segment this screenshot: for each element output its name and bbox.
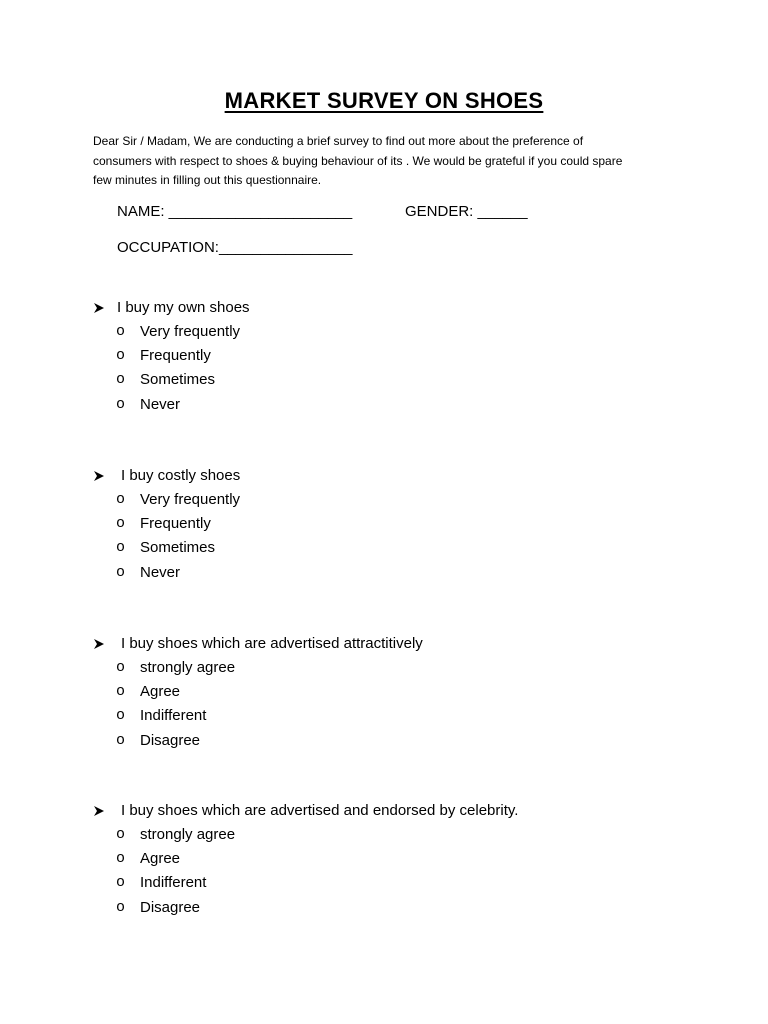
- intro-line: few minutes in filling out this questionnaire.: [93, 173, 322, 187]
- intro-line: consumers with respect to shoes & buying behaviour of its . We would be grateful if you could spare: [93, 153, 623, 168]
- option-item[interactable]: [93, 683, 713, 707]
- option-label: Frequently: [140, 347, 211, 365]
- option-item[interactable]: [93, 732, 713, 756]
- question-text: I buy shoes which are advertised and endorsed by celebrity.: [121, 802, 519, 819]
- arrow-bullet-icon: [93, 302, 105, 314]
- option-label: strongly agree: [140, 659, 236, 676]
- circle-bullet-icon: o: [116, 515, 126, 533]
- question-text: I buy my own shoes: [117, 299, 250, 316]
- intro-paragraph: [93, 132, 693, 191]
- option-label: Indifferent: [140, 707, 207, 725]
- option-label: Very frequently: [140, 491, 241, 508]
- option-item[interactable]: [93, 323, 713, 347]
- option-item[interactable]: [93, 491, 713, 515]
- question-heading: [93, 467, 713, 491]
- circle-bullet-icon: o: [116, 347, 126, 365]
- question-text: I buy shoes which are advertised attractitively: [121, 635, 423, 652]
- option-item[interactable]: [93, 826, 713, 850]
- option-item[interactable]: [93, 371, 713, 395]
- option-label: Very frequently: [140, 323, 241, 340]
- option-label: strongly agree: [140, 826, 236, 843]
- option-label: Indifferent: [140, 874, 207, 892]
- question-costly-shoes: [93, 467, 713, 588]
- option-label: Frequently: [140, 515, 211, 533]
- option-item[interactable]: [93, 707, 713, 731]
- intro-line: Dear Sir / Madam, We are conducting a brief survey to find out more about the preference of: [93, 134, 584, 148]
- option-label: Disagree: [140, 731, 201, 749]
- question-heading: [93, 635, 713, 659]
- circle-bullet-icon: o: [116, 731, 126, 749]
- circle-bullet-icon: o: [116, 539, 126, 557]
- question-own-shoes: [93, 299, 713, 420]
- circle-bullet-icon: o: [116, 563, 126, 581]
- question-advertised-attractively: [93, 635, 713, 756]
- option-item[interactable]: [93, 347, 713, 371]
- circle-bullet-icon: o: [116, 683, 126, 701]
- circle-bullet-icon: o: [116, 491, 126, 508]
- question-celebrity-endorsed: [93, 802, 713, 923]
- option-item[interactable]: [93, 659, 713, 683]
- arrow-bullet-icon: [93, 470, 105, 482]
- option-item[interactable]: [93, 899, 713, 923]
- occupation-field[interactable]: OCCUPATION:________________: [117, 239, 353, 256]
- option-item[interactable]: [93, 874, 713, 898]
- circle-bullet-icon: o: [116, 874, 126, 892]
- circle-bullet-icon: o: [116, 850, 126, 868]
- arrow-bullet-icon: [93, 638, 105, 650]
- circle-bullet-icon: o: [116, 371, 126, 389]
- option-label: Sometimes: [140, 539, 216, 557]
- arrow-bullet-icon: [93, 805, 105, 817]
- option-label: Disagree: [140, 898, 201, 916]
- circle-bullet-icon: o: [116, 826, 126, 843]
- option-label: Agree: [140, 850, 181, 868]
- option-item[interactable]: [93, 539, 713, 563]
- question-heading: [93, 802, 713, 826]
- circle-bullet-icon: o: [116, 395, 126, 413]
- circle-bullet-icon: o: [116, 659, 126, 676]
- option-label: Never: [140, 395, 181, 413]
- option-item[interactable]: [93, 564, 713, 588]
- question-heading: [93, 299, 713, 323]
- page-title: MARKET SURVEY ON SHOES: [224, 88, 544, 113]
- circle-bullet-icon: o: [116, 898, 126, 916]
- option-label: Never: [140, 563, 181, 581]
- gender-field[interactable]: GENDER: ______: [405, 203, 528, 220]
- option-label: Agree: [140, 683, 181, 701]
- option-item[interactable]: [93, 850, 713, 874]
- name-field[interactable]: NAME: ______________________: [117, 203, 353, 220]
- option-item[interactable]: [93, 396, 713, 420]
- circle-bullet-icon: o: [116, 707, 126, 725]
- option-label: Sometimes: [140, 371, 216, 389]
- question-text: I buy costly shoes: [121, 467, 241, 484]
- option-item[interactable]: [93, 515, 713, 539]
- circle-bullet-icon: o: [116, 323, 126, 340]
